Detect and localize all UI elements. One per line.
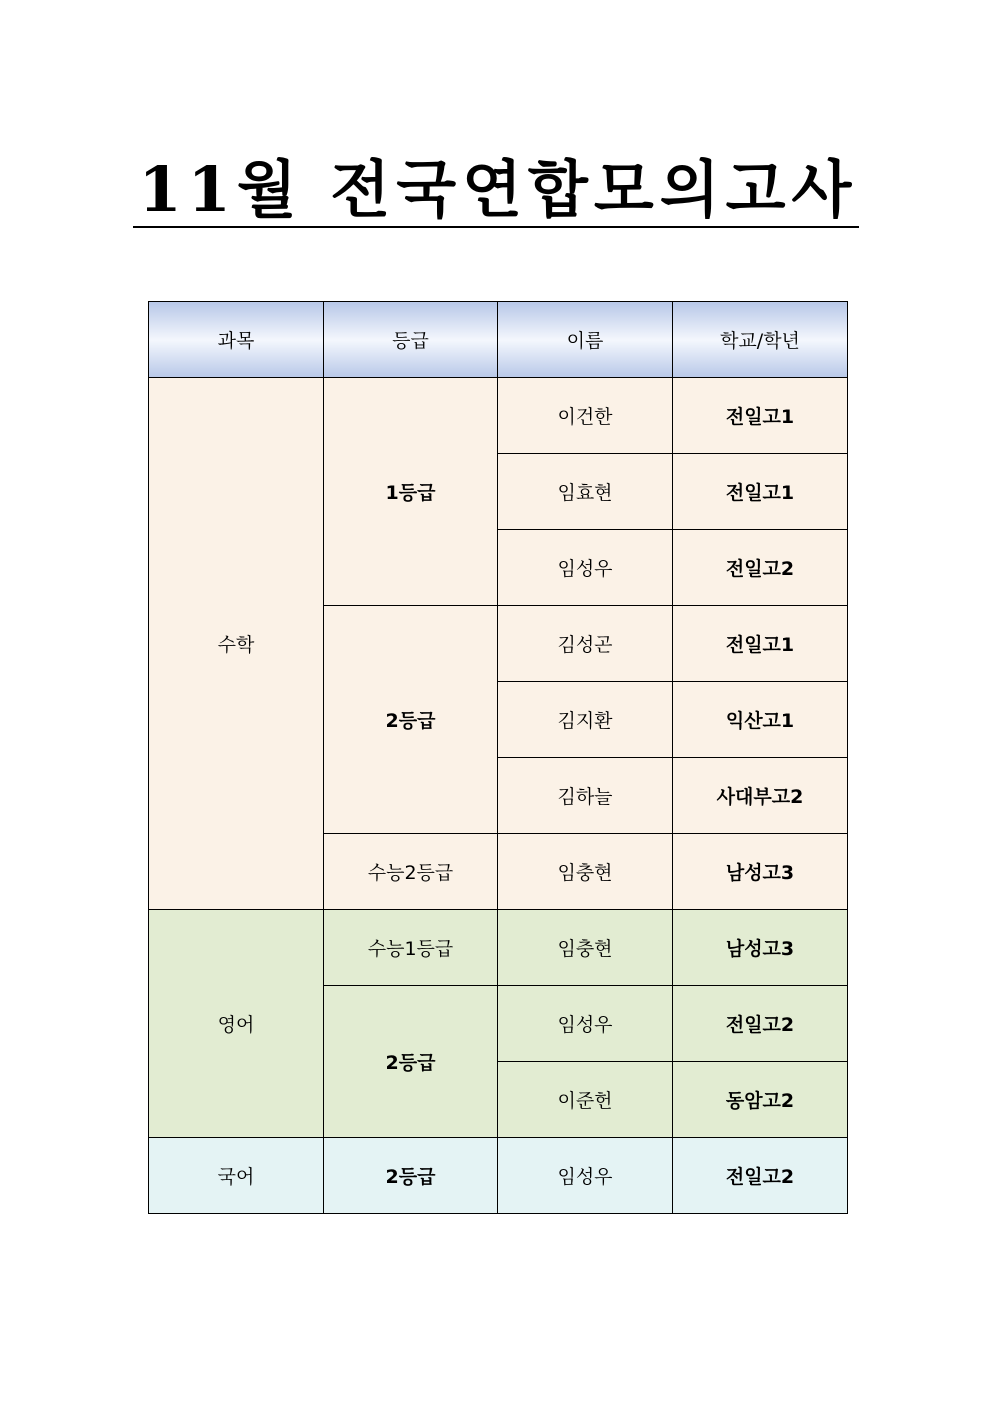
name-cell: 임성우 <box>498 530 673 606</box>
grade-cell: 수능1등급 <box>324 910 498 986</box>
school-cell: 남성고3 <box>673 910 848 986</box>
table-row <box>149 1138 848 1214</box>
table-row <box>149 910 848 986</box>
header-subject: 과목 <box>149 302 324 378</box>
name-cell: 임성우 <box>498 1138 673 1214</box>
name-cell: 임성우 <box>498 986 673 1062</box>
name-cell: 이준헌 <box>498 1062 673 1138</box>
table-header-row <box>149 302 848 378</box>
header-name: 이름 <box>498 302 673 378</box>
name-cell: 김성곤 <box>498 606 673 682</box>
grade-cell: 2등급 <box>324 986 498 1138</box>
school-cell: 전일고1 <box>673 606 848 682</box>
page-title-text: 11월 전국연합모의고사 <box>133 153 860 228</box>
name-cell: 임효현 <box>498 454 673 530</box>
subject-cell-korean: 국어 <box>149 1138 324 1214</box>
grade-cell: 2등급 <box>324 606 498 834</box>
school-cell: 익산고1 <box>673 682 848 758</box>
table-row <box>149 378 848 454</box>
header-school: 학교/학년 <box>673 302 848 378</box>
name-cell: 임충현 <box>498 834 673 910</box>
name-cell: 김하늘 <box>498 758 673 834</box>
school-cell: 전일고1 <box>673 378 848 454</box>
header-grade: 등급 <box>324 302 498 378</box>
school-cell: 동암고2 <box>673 1062 848 1138</box>
name-cell: 임충현 <box>498 910 673 986</box>
grade-cell: 1등급 <box>324 378 498 606</box>
school-cell: 전일고2 <box>673 530 848 606</box>
school-cell: 전일고1 <box>673 454 848 530</box>
school-cell: 전일고2 <box>673 1138 848 1214</box>
subject-cell-english: 영어 <box>149 910 324 1138</box>
results-table <box>148 301 848 1214</box>
grade-cell: 수능2등급 <box>324 834 498 910</box>
school-cell: 남성고3 <box>673 834 848 910</box>
subject-cell-math: 수학 <box>149 378 324 910</box>
grade-cell: 2등급 <box>324 1138 498 1214</box>
school-cell: 전일고2 <box>673 986 848 1062</box>
name-cell: 김지환 <box>498 682 673 758</box>
school-cell: 사대부고2 <box>673 758 848 834</box>
page-title <box>0 150 992 230</box>
name-cell: 이건한 <box>498 378 673 454</box>
